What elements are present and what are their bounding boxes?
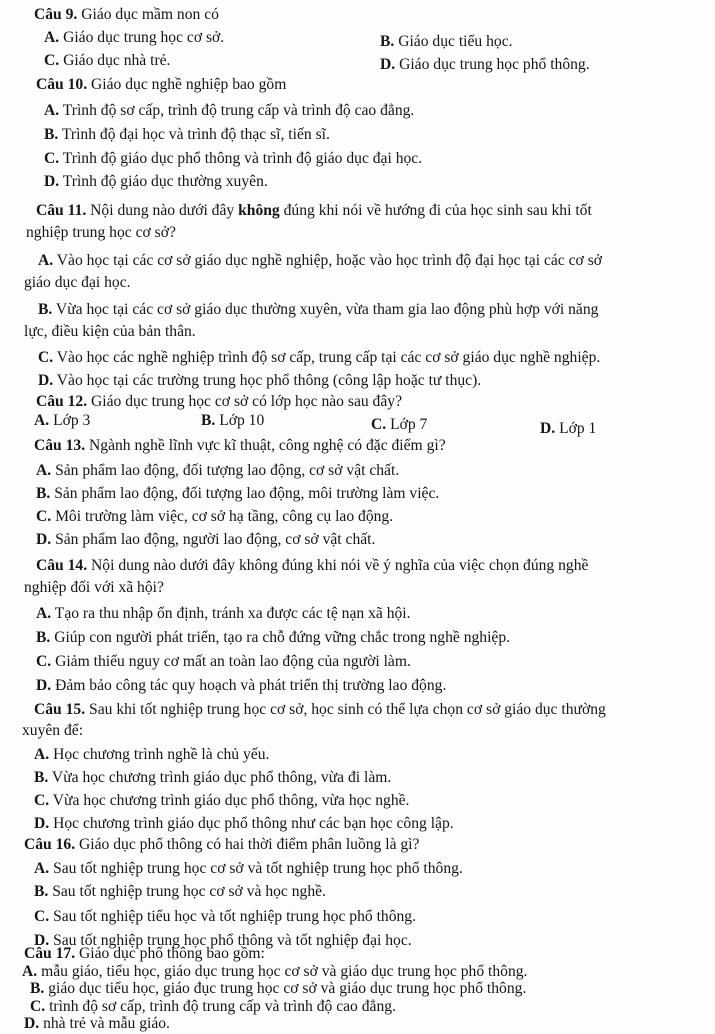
question-9 <box>34 4 219 25</box>
option-a[interactable]: A. mẫu giáo, tiểu học, giáo dục trung học cơ sở và giáo dục trung học phổ thông. <box>22 963 528 980</box>
option-d-q17[interactable]: D. nhà trẻ và mẫu giáo. <box>24 1015 170 1032</box>
option-b[interactable]: B. Vừa học chương trình giáo dục phổ thông, vừa đi làm. <box>34 769 392 786</box>
option-c-q17[interactable]: C. trình độ sơ cấp, trình độ trung cấp và trình độ cao đẳng. <box>30 998 396 1015</box>
option-d[interactable]: D. Giáo dục trung học phổ thông. <box>380 56 590 73</box>
question-12 <box>36 391 402 412</box>
question-14-line2: nghiệp đối với xã hội? <box>24 579 164 596</box>
option-b-line2: lực, điều kiện của bản thân. <box>24 323 196 340</box>
option-b[interactable]: B. Lớp 10 <box>201 412 265 429</box>
option-c[interactable]: C. Môi trường làm việc, cơ sở hạ tầng, công cụ lao động. <box>36 508 394 525</box>
question-number: Câu 10. <box>36 76 88 93</box>
question-15 <box>34 699 606 720</box>
question-14 <box>36 555 588 576</box>
option-c[interactable]: C. Sau tốt nghiệp tiểu học và tốt nghiệp trung học phổ thông. <box>34 908 417 925</box>
option-c[interactable]: C. Vào học các nghề nghiệp trình độ sơ cấp, trung cấp tại các cơ sở giáo dục nghề nghiệp. <box>38 349 601 366</box>
option-d[interactable]: D. Đảm bảo công tác quy hoạch và phát triển thị trường lao động. <box>36 677 447 694</box>
question-text: Ngành nghề lĩnh vực kĩ thuật, công nghệ có đặc điểm gì? <box>85 437 446 454</box>
question-number: Câu 13. <box>34 437 86 454</box>
question-text: Nội dung nào dưới đây không đúng khi nói về ý nghĩa của việc chọn đúng nghề <box>87 557 589 574</box>
question-number: Câu 15. <box>34 701 86 718</box>
option-b[interactable]: B. Sản phẩm lao động, đối tượng lao động, môi trường làm việc. <box>36 485 440 502</box>
option-d[interactable]: D. Trình độ giáo dục thường xuyên. <box>44 173 268 190</box>
question-10 <box>36 74 286 95</box>
option-b[interactable]: B. Giúp con người phát triển, tạo ra chỗ đứng vững chắc trong nghề nghiệp. <box>36 629 511 646</box>
question-11-line2: nghiệp trung học cơ sở? <box>26 224 176 241</box>
option-d[interactable]: D. Vào học tại các trường trung học phổ thông (công lập hoặc tư thục). <box>38 372 482 389</box>
option-b[interactable]: B. Trình độ đại học và trình độ thạc sĩ, tiến sĩ. <box>44 126 330 143</box>
question-13 <box>34 435 446 456</box>
option-c[interactable]: C. Giảm thiểu nguy cơ mất an toàn lao động của người làm. <box>36 653 411 670</box>
option-a[interactable]: A. Vào học tại các cơ sở giáo dục nghề nghiệp, hoặc vào học trình độ đại học tại các cơ sở <box>38 252 603 269</box>
option-d[interactable]: D. Lớp 1 <box>540 420 597 437</box>
option-a[interactable]: A. Sản phẩm lao động, đối tượng lao động, cơ sở vật chất. <box>36 462 400 479</box>
question-number: Câu 14. <box>36 557 88 574</box>
question-number: Câu 9. <box>34 6 78 23</box>
question-text: Giáo dục mầm non có <box>77 6 219 23</box>
option-c[interactable]: C. Trình độ giáo dục phổ thông và trình độ giáo dục đại học. <box>44 150 423 167</box>
option-d[interactable]: D. Học chương trình giáo dục phổ thông như các bạn học công lập. <box>34 815 454 832</box>
question-number: Câu 16. <box>24 836 76 853</box>
question-number: Câu 17. <box>24 945 76 962</box>
question-16 <box>24 834 419 855</box>
question-text: Giáo dục nghề nghiệp bao gồm <box>87 76 287 93</box>
option-b[interactable]: B. Vừa học tại các cơ sở giáo dục thường xuyên, vừa tham gia lao động phù hợp với năng <box>38 301 599 318</box>
question-15-line2: xuyên để: <box>22 722 84 739</box>
question-number: Câu 12. <box>36 393 88 410</box>
option-a[interactable]: A. Lớp 3 <box>34 412 91 429</box>
option-a-line2: giáo dục đại học. <box>24 274 131 291</box>
question-text: Giáo dục trung học cơ sở có lớp học nào sau đây? <box>87 393 402 410</box>
option-b[interactable]: B. Sau tốt nghiệp trung học cơ sở và học nghề. <box>34 883 326 900</box>
option-b[interactable]: B. Giáo dục tiểu học. <box>380 33 513 50</box>
option-a[interactable]: A. Giáo dục trung học cơ sở. <box>44 29 225 46</box>
option-a[interactable]: A. Học chương trình nghề là chủ yếu. <box>34 746 270 763</box>
option-c[interactable]: C. Lớp 7 <box>371 416 428 433</box>
option-d[interactable]: D. Sau tốt nghiệp trung học phổ thông và tốt nghiệp đại học. <box>34 932 412 949</box>
option-a[interactable]: A. Sau tốt nghiệp trung học cơ sở và tốt nghiệp trung học phổ thông. <box>34 860 463 877</box>
option-b[interactable]: B. giáo dục tiểu học, giáo đục trung học cơ sở và giáo dục trung học phổ thông. <box>30 980 527 997</box>
option-a[interactable]: A. Trình độ sơ cấp, trình độ trung cấp và trình độ cao đẳng. <box>44 102 415 119</box>
question-11: Câu 11. Nội dung nào dưới đây không đúng khi nói về hướng đi của học sinh sau khi tốt <box>36 202 592 219</box>
option-c[interactable]: C. Vừa học chương trình giáo dục phổ thông, vừa học nghề. <box>34 792 410 809</box>
option-d[interactable]: D. Sản phẩm lao động, người lao động, cơ sở vật chất. <box>36 531 376 548</box>
option-a[interactable]: A. Tạo ra thu nhập ổn định, tránh xa được các tệ nạn xã hội. <box>36 605 411 622</box>
option-c[interactable]: C. Giáo dục nhà trẻ. <box>44 52 171 69</box>
question-text: Sau khi tốt nghiệp trung học cơ sở, học sinh có thể lựa chọn cơ sở giáo dục thường <box>85 701 606 718</box>
question-text: Giáo dục phổ thông bao gồm: <box>75 945 265 962</box>
question-number: Câu 11. <box>36 202 87 219</box>
question-text: Giáo dục phổ thông có hai thời điểm phân luồng là gì? <box>75 836 420 853</box>
